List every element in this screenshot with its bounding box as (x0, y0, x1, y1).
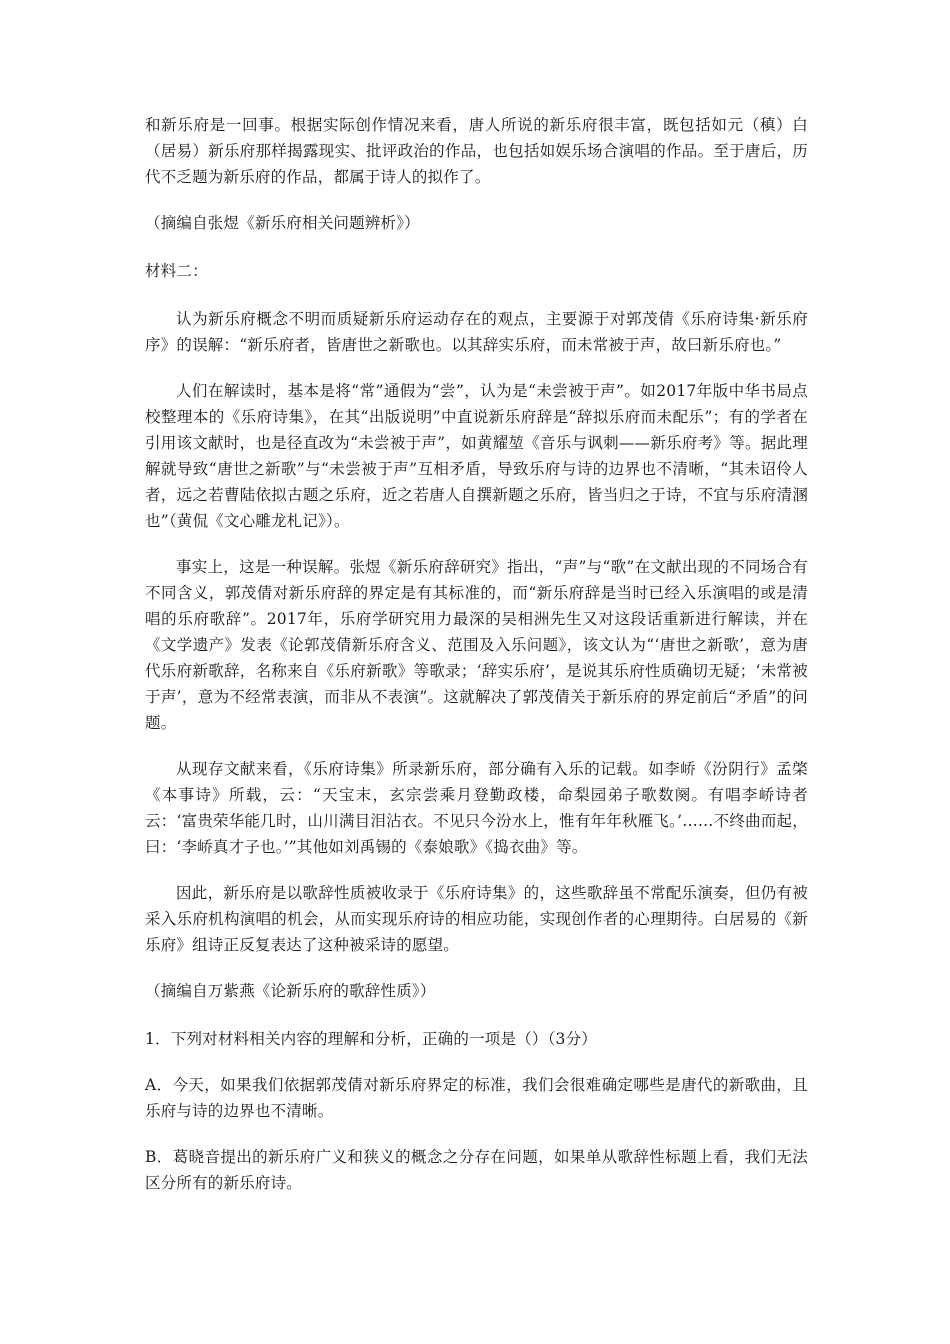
source-citation-1: （摘编自张煜《新乐府相关问题辨析》） (145, 214, 420, 232)
option-b: B．葛晓音提出的新乐府广义和狭义的概念之分存在问题，如果单从歌辞性标题上看，我们无法区分所有的新乐府诗。 (145, 1148, 808, 1192)
material-2-paragraph-4: 从现存文献来看，《乐府诗集》所录新乐府，部分确有入乐的记载。如李峤《汾阴行》孟棨《本事诗》所载，云：“天宝末，玄宗尝乘月登勤政楼，命梨园弟子歌数阕。有唱李峤诗者云：‘富贵荣华能几时，山川满目泪沾衣。不见只今汾水上，惟有年年秋雁飞。’……不终曲而起，曰：‘李峤真才子也。’”其他如刘禹锡的《泰娘歌》《捣衣曲》等。 (145, 760, 808, 856)
material-2-paragraph-1: 认为新乐府概念不明而质疑新乐府运动存在的观点，主要源于对郭茂倩《乐府诗集·新乐府序》的误解：“新乐府者，皆唐世之新歌也。以其辞实乐府，而未常被于声，故曰新乐府也。” (145, 310, 808, 354)
material-2-paragraph-2: 人们在解读时，基本是将“常”通假为“尝”，认为是“未尝被于声”。如2017年版中华书局点校整理本的《乐府诗集》，在其“出版说明”中直说新乐府辞是“辞拟乐府而未配乐”；有的学者在引用该文献时，也是径直改为“未尝被于声”，如黄耀堃《音乐与讽刺——新乐府考》等。据此理解就导致“唐世之新歌”与“未尝被于声”互相矛盾，导致乐府与诗的边界也不清晰，“其未诏伶人者，远之若曹陆依拟古题之乐府，近之若唐人自撰新题之乐府，皆当归之于诗，不宜与乐府清溷也”（黄侃《文心雕龙札记》）。 (145, 382, 808, 530)
document-page (145, 112, 808, 1216)
source-citation-2: （摘编自万紫燕《论新乐府的歌辞性质》） (145, 982, 436, 1000)
material-2-paragraph-3: 事实上，这是一种误解。张煜《新乐府辞研究》指出，“声”与“歌”在文献出现的不同场合有不同含义，郭茂倩对新乐府辞的界定是有其标准的，而“新乐府辞是当时已经入乐演唱的或是清唱的乐府歌辞”。2017年，乐府学研究用力最深的吴相洲先生又对这段话重新进行解读，并在《文学遗产》发表《论郭茂倩新乐府含义、范围及入乐问题》，该文认为“‘唐世之新歌’，意为唐代乐府新歌辞，名称来自《乐府新歌》等歌录；‘辞实乐府’，是说其乐府性质确切无疑；‘未常被于声’，意为不经常表演，而非从不表演”。这就解决了郭茂倩关于新乐府的界定前后“矛盾”的问题。 (145, 558, 808, 732)
paragraph-intro-tail: 和新乐府是一回事。根据实际创作情况来看，唐人所说的新乐府很丰富，既包括如元（稹）白（居易）新乐府那样揭露现实、批评政治的作品，也包括如娱乐场合演唱的作品。至于唐后，历代不乏题为新乐府的作品，都属于诗人的拟作了。 (145, 116, 808, 186)
question-1: 1．下列对材料相关内容的理解和分析，正确的一项是（）（3分） (145, 1030, 597, 1048)
option-a: A．今天，如果我们依据郭茂倩对新乐府界定的标准，我们会很难确定哪些是唐代的新歌曲，且乐府与诗的边界也不清晰。 (145, 1076, 808, 1120)
material-2-paragraph-5: 因此，新乐府是以歌辞性质被收录于《乐府诗集》的，这些歌辞虽不常配乐演奏，但仍有被采入乐府机构演唱的机会，从而实现乐府诗的相应功能，实现创作者的心理期待。白居易的《新乐府》组诗正反复表达了这种被采诗的愿望。 (145, 884, 808, 954)
material-2-label: 材料二： (145, 262, 208, 280)
